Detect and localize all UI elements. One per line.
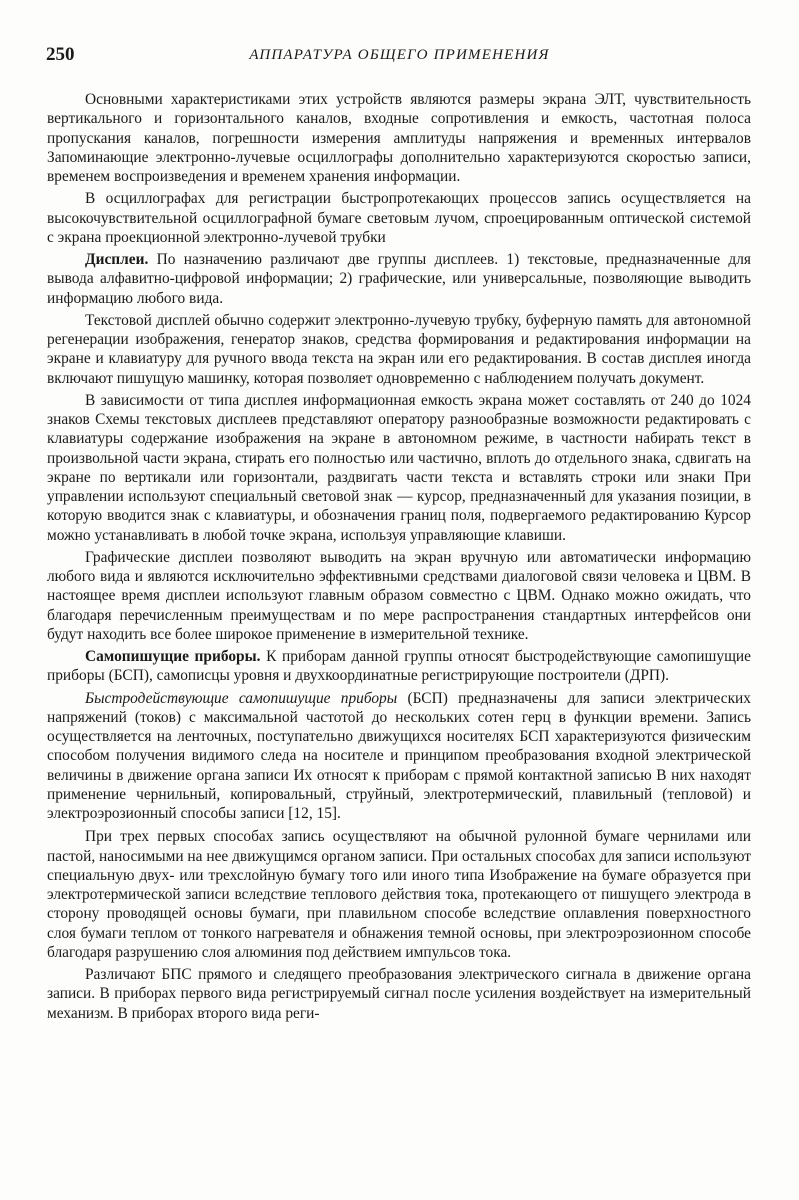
paragraph — [47, 250, 751, 308]
section-lead-displays: Дисплеи. — [85, 251, 149, 268]
paragraph-text: При трех первых способах запись осуществляют на обычной рулонной бумаге чернилами или пастой, наносимыми на нее движущимся органом записи. При остальных способах для записи используют специальную двух- или трехслойную бумагу того или иного типа Изображение на бумаге образуется при электротермической записи вследствие теплового действия тока, протекающего от пишущего электрода в сторону проводящей основы бумаги, при плавильном способе вследствие оплавления поверхностного слоя бумаги теплом от тонкого нагревателя и обнажения темной основы, при электроэрозионном способе благодаря разрушению слоя алюминия под действием импульсов тока. — [47, 828, 751, 961]
paragraph — [47, 311, 751, 388]
paragraph-text: (БСП) предназначены для записи электрических напряжений (токов) с максимальной частотой до нескольких сотен герц в функции времени. Запись осуществляется на ленточных, поступательно движущихся носителях БСП характеризуются физическим способом получения видимого следа на носителе и принципом преобразования входной электрической величины в движение органа записи Их относят к приборам с прямой контактной записью В них находят применение чернильный, копировальный, струйный, электротермический, плавильный (тепловой) и электроэрозионный способы записи [12, 15]. — [47, 689, 751, 822]
page-body — [47, 90, 751, 1026]
paragraph — [47, 90, 751, 186]
term-italic: Быстродействующие самопишущие приборы — [85, 689, 398, 707]
running-title: АППАРАТУРА ОБЩЕГО ПРИМЕНЕНИЯ — [249, 47, 550, 63]
paragraph-text: В зависимости от типа дисплея информационная емкость экрана может составлять от 240 до 1024 знаков Схемы текстовых дисплеев представляют оператору разнообразные возможности редактировать с клавиатуры содержание изображения на экране в автономном режиме, в частности набирать текст в произвольной части экрана, стирать его полностью или частично, вплоть до отдельного знака, сдвигать на экране по вертикали или горизонтали, раздвигать части текста и вставлять строки или знаки При управлении используют специальный световой знак — курсор, предназначенный для указания позиции, в которую вводится знак с клавиатуры, и обозначения границ поля, подвергаемого редактированию Курсор можно устанавливать в любой точке экрана, используя управляющие клавиши. — [47, 391, 751, 544]
paragraph — [47, 548, 751, 644]
paragraph — [47, 189, 751, 247]
paragraph — [47, 391, 751, 545]
paragraph — [47, 827, 751, 962]
paragraph — [47, 647, 751, 686]
paragraph-text: К приборам данной группы относят быстродействующие самопишущие приборы (БСП), самописцы уровня и двухкоординатные регистрирующие построители (ДРП). — [47, 648, 751, 685]
section-lead-recorders: Самопишущие приборы. — [85, 648, 261, 665]
paragraph-text: По назначению различают две группы дисплеев. 1) текстовые, предназначенные для вывода алфавитно-цифровой информации; 2) графические, или универсальные, позволяющие выводить информацию любого вида. — [47, 251, 751, 307]
page-number: 250 — [46, 44, 75, 65]
paragraph — [47, 689, 751, 824]
paragraph-text: Текстовой дисплей обычно содержит электронно-лучевую трубку, буферную память для автономной регенерации изображения, генератор знаков, средства формирования и редактирования информации на экране и клавиатуру для ручного ввода текста на экран или его редактирования. В состав дисплея иногда включают пишущую машинку, которая позволяет одновременно с наблюдением получать документ. — [47, 311, 751, 387]
paragraph-text: Основными характеристиками этих устройств являются размеры экрана ЭЛТ, чувствительность вертикального и горизонтального каналов, входные сопротивления и емкость, частотная полоса пропускания каналов, погрешности измерения амплитуды напряжения и временных интервалов Запоминающие электронно-лучевые осциллографы дополнительно характеризуются скоростью записи, временем воспроизведения и временем хранения информации. — [47, 91, 751, 185]
paragraph — [47, 965, 751, 1023]
paragraph-text: В осциллографах для регистрации быстропротекающих процессов запись осуществляется на высокочувствительной осциллографной бумаге световым лучом, спроецированным оптической системой с экрана проекционной электронно-лучевой трубки — [47, 190, 751, 246]
page-header — [46, 44, 753, 68]
paragraph-text: Графические дисплеи позволяют выводить на экран вручную или автоматически информацию любого вида и являются исключительно эффективными средствами диалоговой связи человека и ЦВМ. В настоящее время дисплеи используют главным образом совместно с ЦВМ. Однако можно ожидать, что благодаря перечисленным преимуществам и по мере распространения стандартных интерфейсов они будут находить все более широкое применение в измерительной технике. — [47, 548, 751, 643]
paragraph-text: Различают БПС прямого и следящего преобразования электрического сигнала в движение органа записи. В приборах первого вида регистрируемый сигнал после усиления воздействует на измерительный механизм. В приборах второго вида реги- — [47, 966, 751, 1022]
